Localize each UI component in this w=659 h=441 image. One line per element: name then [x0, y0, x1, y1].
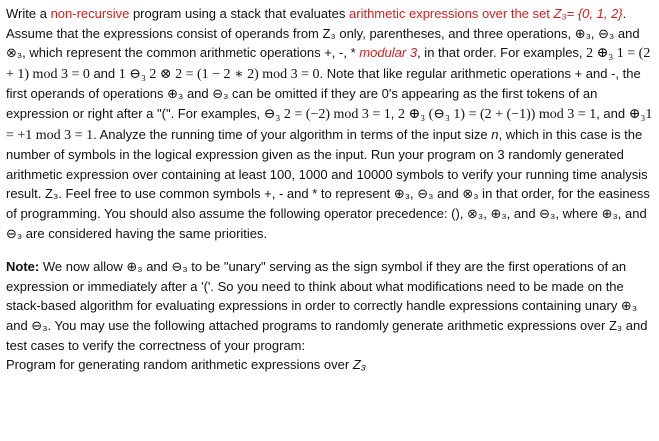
text-analyze: . Analyze the running time of your algorithm in terms of the input size — [93, 126, 492, 142]
text-modular-3: modular 3 — [359, 45, 418, 61]
text-assumption: . Assume that the expressions consist of operands from Z₃ only, parentheses, and three operations, ⊕₃, ⊖₃ and ⊗₃, which represent the common arithmetic operations +, -, * — [6, 6, 640, 61]
text-and-1: and — [89, 65, 119, 81]
program-caption-text: Program for generating random arithmetic expressions over — [6, 357, 353, 373]
note-label: Note: — [6, 259, 40, 275]
paragraph-problem-statement — [6, 4, 653, 243]
text-order: , in that order. For examples, — [417, 45, 587, 61]
text-arithmetic-expressions: arithmetic expressions over the set — [349, 6, 550, 21]
text-non-recursive: non-recursive — [50, 6, 130, 21]
note-text: We now allow ⊕₃ and ⊖₃ to be "unary" serving as the sign symbol if they are the first operations of an expression or immediately after a '('. So you need to think about what modifications need to be made on the stack-based algorithm for evaluating expressions in order to correctly handle expressions containing unary ⊕₃ and ⊖₃. You may use the following attached programs to randomly generate arithmetic expressions over Z₃ and test cases to verify the correctness of your program: — [6, 259, 648, 353]
program-caption-z3: Z₃ — [352, 357, 366, 373]
math-example-4: 2 ⊕₃ (⊖₃ 1) = (2 + (−1)) mod 3 = 1 — [398, 106, 597, 122]
text-input-size-n: n — [491, 126, 499, 142]
math-example-2: 1 ⊖₃ 2 ⊗ 2 = (1 − 2 ∗ 2) mod 3 = 0 — [118, 66, 320, 82]
text-program-stack: program using a stack that evaluates — [129, 6, 350, 21]
text-rest: , which in this case is the number of symbols in the logical expression given as the input. Run your program on 3 randomly generated arithmetic expression over containing at least 100, 1000 and 10000 symbols to verify your running time analysis result. Z₃. Feel free to use common symbols +, - and * to represent ⊕₃, ⊖₃ and ⊗₃ in that order, for the easiness of programming. You should also assume the following operator precedence: (), ⊗₃, ⊕₃, and ⊖₃, where ⊕₃, and ⊖₃ are considered having the same priorities. — [6, 126, 650, 241]
text-and-2: , and — [596, 105, 629, 121]
paragraph-note — [6, 257, 653, 355]
math-example-1: 2 ⊕₃ 1 = (2 + 1) mod 3 = 0 — [6, 46, 651, 82]
text-z3-set: Z₃= {0, 1, 2} — [553, 6, 623, 21]
text-separator: , — [390, 105, 399, 121]
paragraph-gap — [6, 243, 653, 257]
text-write: Write a — [6, 6, 51, 21]
math-example-5: ⊕₃1 = +1 mod 3 = 1 — [6, 106, 653, 143]
text-note-unary: . Note that like regular arithmetic operations + and -, the first operands of operations ⊕₃ and ⊖₃ can be omitted if they are 0's appearing as the first tokens of an expression or right after a "(". For examples, — [6, 65, 641, 121]
math-example-3: ⊖₃ 2 = (−2) mod 3 = 1 — [263, 106, 391, 122]
paragraph-program-caption — [6, 355, 653, 375]
